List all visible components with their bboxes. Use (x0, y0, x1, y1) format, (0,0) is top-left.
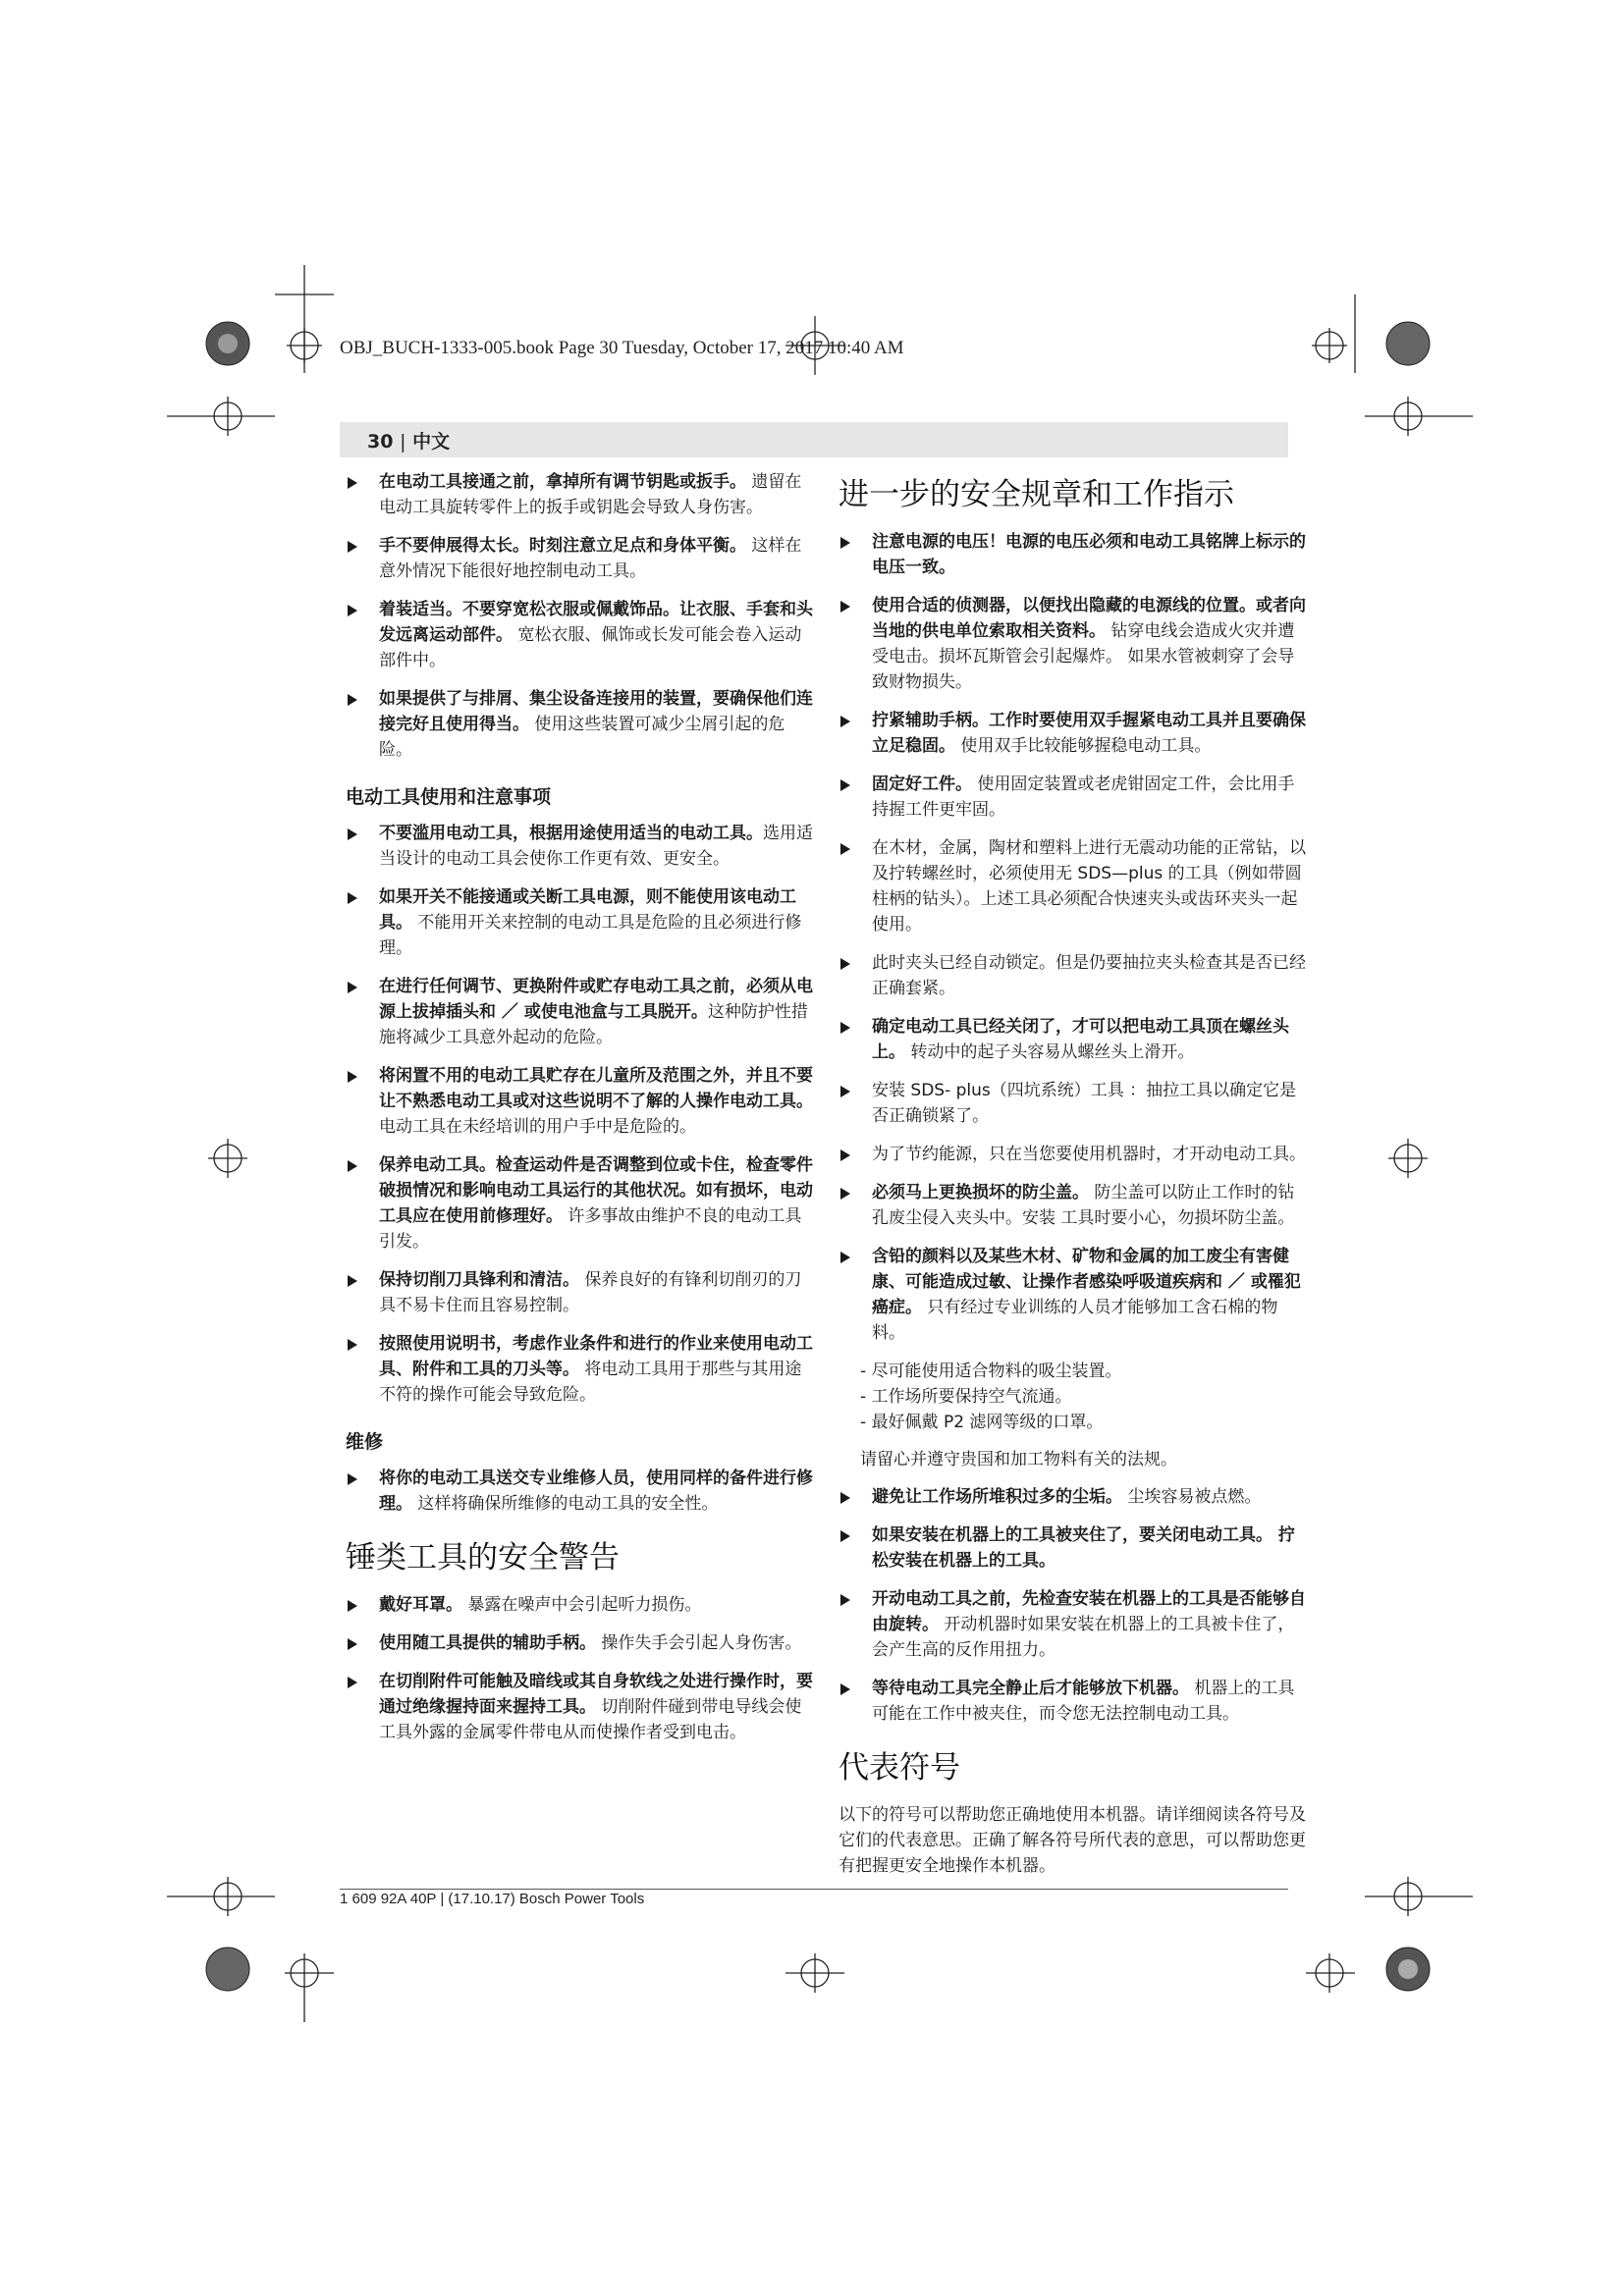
item-bold-text: 注意电源的电压！电源的电压必须和电动工具铭牌上标示的电压一致。 (872, 532, 1306, 577)
print-header: OBJ_BUCH-1333-005.book Page 30 Tuesday, October 17, 2017 10:40 AM (340, 338, 904, 358)
dash-list-item: - 尽可能使用适合物料的吸尘装置。 (860, 1362, 1122, 1381)
list-item (839, 1522, 1308, 1574)
bullet-triangle-icon (348, 1473, 357, 1485)
item-bold-text: 在电动工具接通之前，拿掉所有调节钥匙或扳手。 (379, 472, 746, 492)
item-text: 切削附件碰到带电导线会使工具外露的金属零件带电从而使操作者受到电击。 (379, 1697, 802, 1742)
bullet-triangle-icon (840, 779, 850, 791)
list-item (346, 821, 815, 872)
bullet-triangle-icon (348, 1275, 357, 1287)
service-heading: 维修 (346, 1431, 384, 1453)
item-bold-text: 固定好工件。 (872, 774, 972, 794)
item-text: 防尘盖可以防止工作时的钻孔废尘侵入夹头中。安装 工具时要小心，勿损坏防尘盖。 (872, 1183, 1295, 1228)
page-header-language: 中文 (412, 431, 451, 453)
list-item (346, 533, 815, 584)
hammer-list (346, 1592, 815, 1745)
list-item (839, 1142, 1308, 1167)
item-bold-text: 含铅的颜料以及某些木材、矿物和金属的加工废尘有害健康、可能造成过敏、让操作者感染呼吸道疾病和 ／ 或罹犯癌症。 (872, 1247, 1301, 1317)
item-text: 保养良好的有锋利切削刃的刀具不易卡住而且容易控制。 (379, 1270, 802, 1315)
service-list (346, 1466, 815, 1517)
usage-list (346, 821, 815, 1408)
bullet-triangle-icon (348, 1600, 357, 1612)
bullet-triangle-icon (348, 892, 357, 904)
bullet-triangle-icon (348, 1071, 357, 1083)
item-bold-text: 按照使用说明书，考虑作业条件和进行的作业来使用电动工具、附件和工具的刀头等。 (379, 1334, 813, 1379)
list-item (346, 469, 815, 520)
item-bold-text: 戴好耳罩。 (379, 1595, 462, 1615)
bullet-triangle-icon (840, 1149, 850, 1161)
list-item (346, 1152, 815, 1255)
item-text: 选用适当设计的电动工具会使你工作更有效、更安全。 (379, 824, 813, 869)
list-item (346, 1267, 815, 1318)
bullet-triangle-icon (840, 1022, 850, 1034)
item-bold-text: 必须马上更换损坏的防尘盖。 (872, 1183, 1089, 1202)
usage-heading: 电动工具使用和注意事项 (346, 786, 552, 808)
item-text: 钻穿电线会造成火灾并遭受电击。损坏瓦斯管会引起爆炸。 如果水管被刺穿了会导致财物损失。 (872, 621, 1295, 692)
list-item (839, 1180, 1308, 1231)
page-header-separator: | (400, 431, 406, 453)
bullet-triangle-icon (348, 1160, 357, 1172)
bullet-triangle-icon (348, 477, 357, 489)
list-item (346, 1063, 815, 1140)
bullet-triangle-icon (348, 982, 357, 993)
left-column (346, 469, 815, 1758)
item-text: 安装 SDS- plus（四坑系统）工具 ：抽拉工具以确定它是否正确锁紧了。 (872, 1081, 1297, 1126)
bullet-triangle-icon (348, 605, 357, 616)
item-bold-text: 将你的电动工具送交专业维修人员，使用同样的备件进行修理。 (379, 1468, 813, 1514)
list-item (839, 593, 1308, 695)
bullet-triangle-icon (348, 541, 357, 553)
list-item (839, 1014, 1308, 1065)
footer-rule (340, 1889, 1288, 1890)
list-item (346, 1592, 815, 1618)
item-text: 机器上的工具可能在工作中被夹住，而令您无法控制电动工具。 (872, 1679, 1295, 1724)
item-text: 使用双手比较能够握稳电动工具。 (955, 736, 1212, 756)
intro-list (346, 469, 815, 763)
bullet-triangle-icon (840, 1594, 850, 1606)
item-bold-text: 在进行任何调节、更换附件或贮存电动工具之前，必须从电源上拔掉插头和 ／ 或使电池盒与工具脱开。 (379, 977, 813, 1022)
item-bold-text: 保持切削刀具锋利和清洁。 (379, 1270, 579, 1290)
item-text: 宽松衣服、佩饰或长发可能会卷入运动部件中。 (379, 625, 802, 670)
item-bold-text: 等待电动工具完全静止后才能够放下机器。 (872, 1679, 1189, 1698)
list-item (839, 835, 1308, 937)
item-text: 为了节约能源，只在当您要使用机器时，才开动电动工具。 (872, 1145, 1306, 1164)
item-bold-text: 在切削附件可能触及暗线或其自身软线之处进行操作时，要通过绝缘握持面来握持工具。 (379, 1672, 813, 1717)
item-text: 转动中的起子头容易从螺丝头上滑开。 (905, 1042, 1195, 1062)
item-text: 只有经过专业训练的人员才能够加工含石棉的物料。 (872, 1298, 1278, 1343)
bullet-triangle-icon (348, 1677, 357, 1688)
regulation-note: 请留心并遵守贵国和加工物料有关的法规。 (860, 1450, 1177, 1469)
list-item (346, 1630, 815, 1656)
bullet-triangle-icon (840, 601, 850, 613)
item-text: 不能用开关来控制的电动工具是危险的且必须进行修理。 (379, 913, 802, 958)
item-bold-text: 避免让工作场所堆积过多的尘垢。 (872, 1487, 1122, 1507)
list-item (839, 1078, 1308, 1129)
item-text: 开动机器时如果安装在机器上的工具被卡住了，会产生高的反作用扭力。 (872, 1615, 1295, 1660)
item-text: 此时夹头已经自动锁定。但是仍要抽拉夹头检查其是否已经正确套紧。 (872, 953, 1306, 998)
list-item (839, 772, 1308, 823)
item-text: 这样将确保所维修的电动工具的安全性。 (412, 1494, 719, 1514)
page-header (367, 427, 450, 454)
item-text: 这种防护性措施将减少工具意外起动的危险。 (379, 1002, 808, 1047)
bullet-triangle-icon (840, 1683, 850, 1695)
list-item (346, 597, 815, 673)
bullet-triangle-icon (840, 843, 850, 855)
bullet-triangle-icon (348, 828, 357, 840)
item-text: 遗留在电动工具旋转零件上的扳手或钥匙会导致人身伤害。 (379, 472, 802, 517)
item-text: 暴露在噪声中会引起听力损伤。 (462, 1595, 702, 1615)
dash-list-item: - 最好佩戴 P2 滤网等级的口罩。 (860, 1413, 1104, 1432)
bullet-triangle-icon (840, 958, 850, 970)
item-text: 这样在意外情况下能很好地控制电动工具。 (379, 536, 802, 581)
bullet-triangle-icon (348, 1339, 357, 1351)
list-item (346, 974, 815, 1050)
item-bold-text: 保养电动工具。检查运动件是否调整到位或卡住，检查零件破损情况和影响电动工具运行的其他状况。如有损坏，电动工具应在使用前修理好。 (379, 1155, 813, 1226)
list-item (839, 1586, 1308, 1663)
page-number: 30 (367, 431, 394, 453)
page-header-bar (340, 422, 1288, 457)
item-bold-text: 将闲置不用的电动工具贮存在儿童所及范围之外，并且不要让不熟悉电动工具或对这些说明不了解的人操作电动工具。 (379, 1066, 813, 1111)
list-item (346, 884, 815, 961)
dash-list-item: - 工作场所要保持空气流通。 (860, 1387, 1072, 1407)
bullet-triangle-icon (840, 1530, 850, 1542)
list-item (346, 1669, 815, 1745)
further-heading: 进一步的安全规章和工作指示 (839, 477, 1234, 512)
item-bold-text: 开动电动工具之前，先检查安装在机器上的工具是否能够自由旋转。 (872, 1589, 1306, 1634)
list-item (839, 1676, 1308, 1727)
bullet-triangle-icon (348, 694, 357, 706)
item-text: 操作失手会引起人身伤害。 (596, 1633, 802, 1653)
item-text: 将电动工具用于那些与其用途不符的操作可能会导致危险。 (379, 1360, 802, 1405)
item-text: 尘埃容易被点燃。 (1122, 1487, 1262, 1507)
bullet-triangle-icon (840, 1086, 850, 1097)
bullet-triangle-icon (840, 1252, 850, 1263)
bullet-triangle-icon (840, 716, 850, 727)
footer: 1 609 92A 40P | (17.10.17) Bosch Power Tools (340, 1891, 645, 1907)
dust-measures-list (839, 1359, 1308, 1435)
item-text: 电动工具在未经培训的用户手中是危险的。 (379, 1117, 696, 1137)
item-bold-text: 使用随工具提供的辅助手柄。 (379, 1633, 596, 1653)
item-bold-text: 手不要伸展得太长。时刻注意立足点和身体平衡。 (379, 536, 746, 556)
bullet-triangle-icon (840, 1492, 850, 1504)
list-item (839, 529, 1308, 580)
hammer-heading: 锤类工具的安全警告 (346, 1540, 620, 1575)
list-item (346, 686, 815, 763)
further-list-2 (839, 1484, 1308, 1727)
list-item (839, 950, 1308, 1001)
further-list (839, 529, 1308, 1346)
bullet-triangle-icon (840, 1188, 850, 1200)
list-item (346, 1466, 815, 1517)
symbols-text: 以下的符号可以帮助您正确地使用本机器。请详细阅读各符号及它们的代表意思。正确了解各符号所代表的意思，可以帮助您更有把握更安全地操作本机器。 (839, 1805, 1306, 1876)
list-item (839, 1484, 1308, 1510)
list-item (346, 1331, 815, 1408)
item-text: 使用这些装置可减少尘屑引起的危险。 (379, 715, 785, 760)
item-bold-text: 如果提供了与排屑、集尘设备连接用的装置，要确保他们连接完好且使用得当。 (379, 689, 813, 734)
bullet-triangle-icon (840, 537, 850, 549)
symbols-heading: 代表符号 (839, 1750, 960, 1786)
list-item (839, 708, 1308, 759)
item-text: 在木材，金属，陶材和塑料上进行无震动功能的正常钻，以及拧转螺丝时，必须使用无 SDS—plus 的工具（例如带圆柱柄的钻头）。上述工具必须配合快速夹头或齿环夹头一起使用。 (872, 838, 1306, 934)
item-bold-text: 确定电动工具已经关闭了，才可以把电动工具顶在螺丝头上。 (872, 1017, 1289, 1062)
right-column (839, 469, 1308, 1879)
item-bold-text: 使用合适的侦测器，以便找出隐藏的电源线的位置。或者向当地的供电单位索取相关资料。 (872, 596, 1306, 641)
list-item (839, 1244, 1308, 1346)
item-text: 许多事故由维护不良的电动工具引发。 (379, 1206, 802, 1252)
item-bold-text: 不要滥用电动工具，根据用途使用适当的电动工具。 (379, 824, 763, 843)
bullet-triangle-icon (348, 1638, 357, 1650)
item-bold-text: 着装适当。不要穿宽松衣服或佩戴饰品。让衣服、手套和头发远离运动部件。 (379, 600, 813, 645)
item-bold-text: 如果开关不能接通或关断工具电源，则不能使用该电动工具。 (379, 887, 796, 933)
item-bold-text: 拧紧辅助手柄。工作时要使用双手握紧电动工具并且要确保立足稳固。 (872, 711, 1306, 756)
item-text: 使用固定装置或老虎钳固定工件，会比用手持握工件更牢固。 (872, 774, 1295, 820)
item-bold-text: 如果安装在机器上的工具被夹住了，要关闭电动工具。 拧松安装在机器上的工具。 (872, 1525, 1295, 1571)
